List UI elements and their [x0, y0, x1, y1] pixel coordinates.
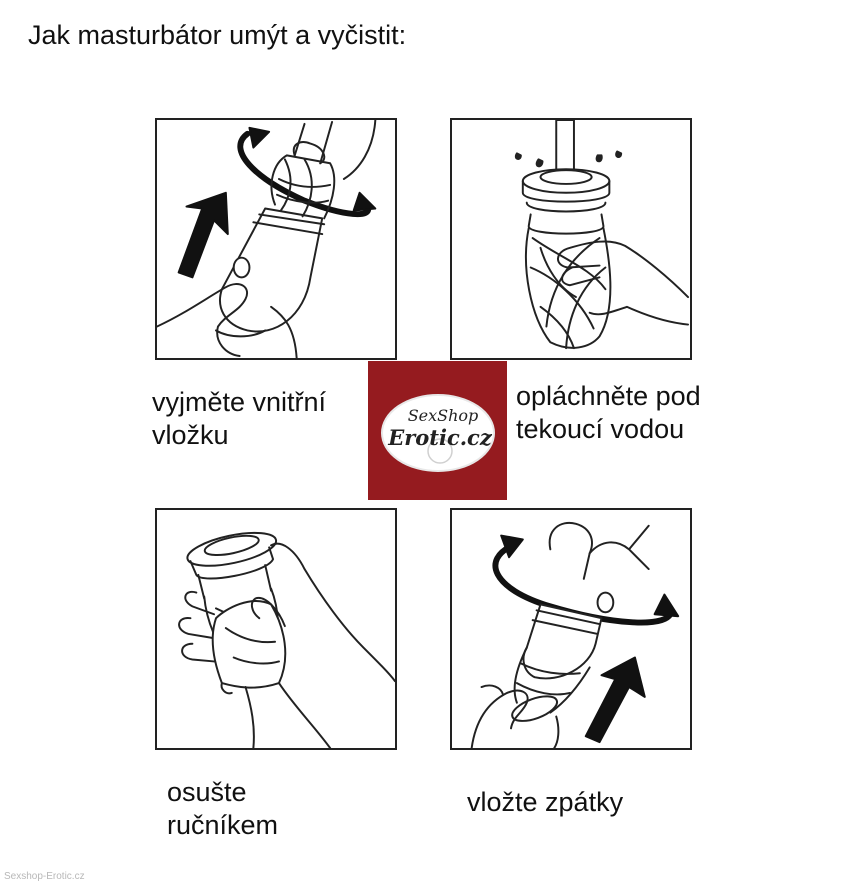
step-2-illustration	[450, 118, 692, 360]
step-4-caption: vložte zpátky	[467, 787, 624, 817]
page-title: Jak masturbátor umýt a vyčistit:	[28, 20, 407, 50]
watermark-footer: Sexshop-Erotic.cz	[4, 871, 85, 882]
logo-line1: SexShop	[407, 406, 479, 425]
step-2-caption: opláchněte pod tekoucí vodou	[516, 381, 701, 444]
sexshop-logo	[368, 361, 507, 500]
step-3-illustration	[155, 508, 397, 750]
step-1-caption: vyjměte vnitřní vložku	[152, 387, 327, 450]
step-4-illustration	[450, 508, 692, 750]
up-arrow-icon	[586, 658, 645, 743]
up-arrow-icon	[179, 193, 228, 278]
step-3-caption: osušte ručníkem	[167, 777, 279, 840]
logo-line2: Erotic.cz	[388, 425, 492, 450]
step-1-illustration	[155, 118, 397, 360]
rotate-arrow-icon	[495, 545, 670, 622]
